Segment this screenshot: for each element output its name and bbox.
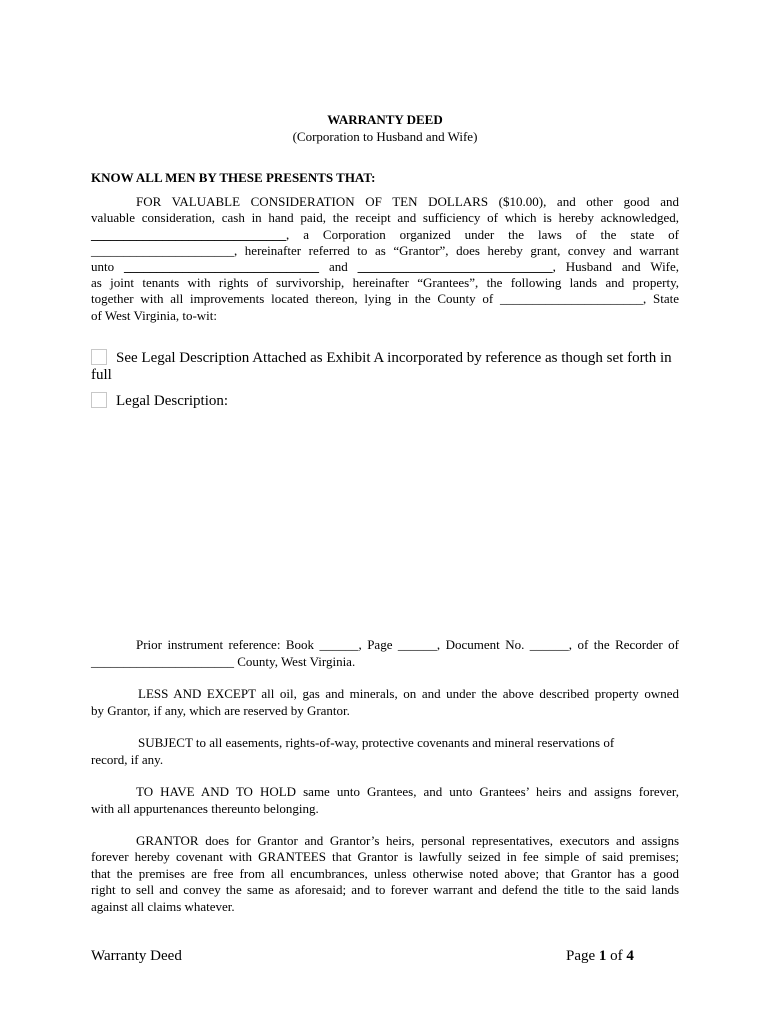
intro-line-7: together with all improvements located thereon, lying in the County of ______________________, State	[91, 291, 679, 306]
prior-instrument-line-2: ______________________ County, West Virginia.	[91, 654, 356, 669]
habendum-line-2: with all appurtenances thereunto belonging.	[91, 801, 319, 816]
intro-line-3-text: , a Corporation organized under the laws of the state of	[286, 227, 679, 242]
intro-line-8: of West Virginia, to-wit:	[91, 308, 218, 323]
page-of: of	[610, 948, 623, 964]
intro-line-2: valuable consideration, cash in hand paid, the receipt and sufficiency of which is hereby acknowledged,	[91, 210, 679, 225]
document-title: WARRANTY DEED	[327, 112, 443, 127]
covenant-line-1: GRANTOR does for Grantor and Grantor’s heirs, personal representatives, executors and assigns	[136, 833, 679, 848]
grantee-husband-blank[interactable]: ______________________________	[124, 259, 320, 274]
covenant-line-2: forever hereby covenant with GRANTEES that Grantor is lawfully seized in fee simple of said premises;	[91, 849, 679, 864]
document-subtitle: (Corporation to Husband and Wife)	[292, 129, 478, 144]
footer-page-number	[566, 947, 634, 965]
page-total: 4	[626, 948, 634, 964]
prior-instrument-line-1: Prior instrument reference: Book ______, Page ______, Document No. ______, of the Recorder of	[136, 637, 679, 652]
subject-line-1: SUBJECT to all easements, rights-of-way, protective covenants and mineral reservations of	[138, 735, 615, 750]
grantee-wife-blank[interactable]: ______________________________	[357, 259, 553, 274]
covenant-line-3: that the premises are free from all encumbrances, unless otherwise noted above; that Grantor has a good	[91, 866, 679, 881]
covenant-line-4: right to sell and convey the same as aforesaid; and to forever warrant and defend the title to the said lands	[91, 882, 679, 897]
page-prefix: Page	[566, 948, 596, 964]
exhibit-option-line-2: full	[91, 367, 112, 383]
unto-text: unto	[91, 259, 115, 274]
covenant-line-5: against all claims whatever.	[91, 899, 235, 914]
legal-description-checkbox[interactable]	[91, 392, 107, 408]
legal-description-label: Legal Description:	[116, 393, 229, 409]
corporation-name-blank[interactable]: ______________________________	[91, 227, 286, 242]
exhibit-option-line-1: See Legal Description Attached as Exhibit A incorporated by reference as though set forth in	[116, 350, 672, 366]
intro-line-4: ______________________, hereinafter referred to as “Grantor”, does hereby grant, convey and warrant	[91, 243, 679, 258]
intro-line-6: as joint tenants with rights of survivorship, hereinafter “Grantees”, the following lands and property,	[91, 275, 679, 290]
intro-line-3	[91, 227, 679, 243]
section-heading: KNOW ALL MEN BY THESE PRESENTS THAT:	[91, 170, 376, 185]
subject-line-2: record, if any.	[91, 752, 164, 767]
less-except-line-2: by Grantor, if any, which are reserved by Grantor.	[91, 703, 350, 718]
footer-document-name: Warranty Deed	[91, 948, 182, 964]
husband-and-wife-text: , Husband and Wife,	[552, 259, 680, 274]
and-text: and	[328, 259, 348, 274]
intro-line-5	[91, 259, 679, 275]
exhibit-checkbox[interactable]	[91, 349, 107, 365]
page-current: 1	[598, 948, 607, 964]
intro-line-1: FOR VALUABLE CONSIDERATION OF TEN DOLLARS ($10.00), and other good and	[136, 194, 679, 209]
less-except-line-1: LESS AND EXCEPT all oil, gas and minerals, on and under the above described property owned	[138, 686, 679, 701]
habendum-line-1: TO HAVE AND TO HOLD same unto Grantees, and unto Grantees’ heirs and assigns forever,	[136, 784, 679, 799]
